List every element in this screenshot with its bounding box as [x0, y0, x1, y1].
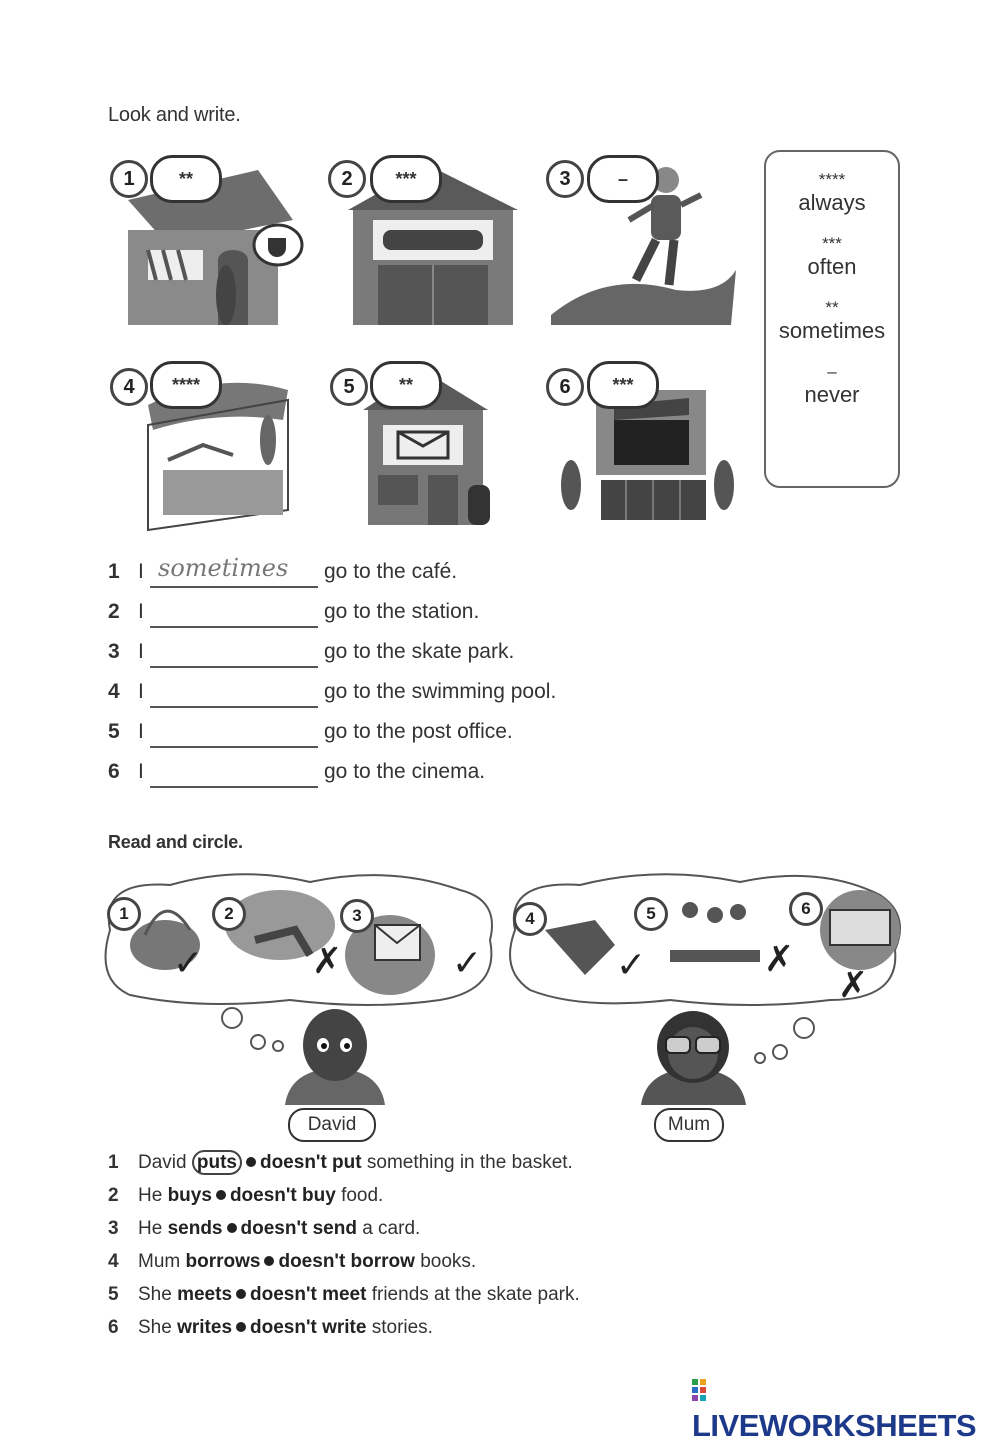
bubble-mark-6: ✗: [838, 964, 869, 1005]
sentence-number: 4: [108, 1251, 119, 1272]
frequency-stars-4: ****: [150, 361, 222, 409]
line-rest: go to the swimming pool.: [324, 680, 557, 703]
liveworksheets-logo[interactable]: [692, 1372, 1000, 1444]
sentence-end: something in the basket.: [366, 1152, 573, 1173]
frequency-stars-5: **: [370, 361, 442, 409]
key-word-often: often: [807, 254, 857, 279]
key-stars-never: –: [827, 362, 837, 381]
line-number: 6: [108, 760, 120, 783]
sentence-end: food.: [341, 1185, 384, 1206]
frequency-stars-3: –: [587, 155, 659, 203]
david-avatar: [280, 1000, 390, 1110]
bubble-mark-3: ✓: [452, 942, 483, 983]
sentence-start: He: [138, 1185, 163, 1206]
frequency-stars-6: ***: [587, 361, 659, 409]
option-2[interactable]: doesn't send: [240, 1218, 357, 1239]
sentence-start: He: [138, 1218, 163, 1239]
bubble-number-3: 3: [340, 899, 374, 933]
logo-icon: [692, 1377, 714, 1403]
key-stars-always: ****: [818, 170, 846, 189]
picture-number-5: 5: [330, 368, 368, 406]
sentence-number: 1: [108, 1152, 119, 1173]
line-subject: I: [138, 720, 144, 743]
option-2[interactable]: doesn't buy: [229, 1185, 336, 1206]
key-stars-often: ***: [822, 234, 842, 253]
bubble-number-4: 4: [513, 902, 547, 936]
sentence-end: friends at the skate park.: [371, 1284, 580, 1305]
answer-blank-6[interactable]: [150, 760, 318, 788]
section2-heading: Read and circle.: [108, 832, 243, 852]
answer-blank-4[interactable]: [150, 680, 318, 708]
bubble-number-1: 1: [107, 897, 141, 931]
answer-blank-2[interactable]: [150, 600, 318, 628]
line-number: 5: [108, 720, 120, 743]
separator-dot: [246, 1157, 256, 1167]
bubble-mark-4: ✓: [616, 944, 647, 985]
option-1[interactable]: buys: [167, 1185, 212, 1206]
bubble-number-5: 5: [634, 897, 668, 931]
david-name-label: David: [288, 1108, 376, 1142]
line-subject: I: [138, 560, 144, 583]
answer-blank-5[interactable]: [150, 720, 318, 748]
line-subject: I: [138, 640, 144, 663]
bubble-mark-1: ✓: [173, 942, 204, 983]
option-1[interactable]: sends: [167, 1218, 223, 1239]
line-rest: go to the station.: [324, 600, 480, 623]
sentence-start: She: [138, 1317, 172, 1338]
picture-number-2: 2: [328, 160, 366, 198]
separator-dot: [236, 1322, 246, 1332]
option-2[interactable]: doesn't put: [259, 1152, 362, 1173]
separator-dot: [216, 1190, 226, 1200]
line-number: 2: [108, 600, 120, 623]
line-subject: I: [138, 680, 144, 703]
frequency-stars-2: ***: [370, 155, 442, 203]
sentence-number: 2: [108, 1185, 119, 1206]
line-number: 4: [108, 680, 120, 703]
sentence-start: She: [138, 1284, 172, 1305]
key-word-always: always: [798, 190, 866, 215]
picture-number-4: 4: [110, 368, 148, 406]
line-rest: go to the café.: [324, 560, 458, 583]
separator-dot: [264, 1256, 274, 1266]
line-number: 1: [108, 560, 120, 583]
bubble-mark-5: ✗: [764, 938, 795, 979]
line-subject: I: [138, 760, 144, 783]
line-rest: go to the skate park.: [324, 640, 515, 663]
sentence-number: 5: [108, 1284, 119, 1305]
option-2[interactable]: doesn't write: [250, 1317, 367, 1338]
answer-text-1: sometimes: [158, 554, 289, 582]
logo-text: LIVEWORKSHEETS: [692, 1408, 977, 1443]
sentence-end: a card.: [362, 1218, 421, 1239]
sentence-start: David: [138, 1152, 187, 1173]
line-rest: go to the post office.: [324, 720, 513, 743]
option-1[interactable]: meets: [177, 1284, 233, 1305]
bubble-number-6: 6: [789, 892, 823, 926]
option-2[interactable]: doesn't meet: [250, 1284, 367, 1305]
sentence-number: 6: [108, 1317, 119, 1338]
picture-number-1: 1: [110, 160, 148, 198]
line-subject: I: [138, 600, 144, 623]
bubble-number-2: 2: [212, 897, 246, 931]
line-rest: go to the cinema.: [324, 760, 486, 783]
key-word-sometimes: sometimes: [778, 318, 886, 343]
picture-number-3: 3: [546, 160, 584, 198]
sentence-number: 3: [108, 1218, 119, 1239]
frequency-key-box: [764, 150, 900, 488]
sentence-start: Mum: [138, 1251, 181, 1272]
bubble-mark-2: ✗: [312, 940, 343, 981]
option-1[interactable]: writes: [177, 1317, 233, 1338]
separator-dot: [227, 1223, 237, 1233]
frequency-stars-1: **: [150, 155, 222, 203]
option-1[interactable]: borrows: [185, 1251, 261, 1272]
option-1-circled[interactable]: puts: [192, 1150, 242, 1175]
separator-dot: [236, 1289, 246, 1299]
sentence-end: stories.: [371, 1317, 433, 1338]
section1-heading: Look and write.: [108, 104, 241, 126]
answer-blank-3[interactable]: [150, 640, 318, 668]
sentence-end: books.: [420, 1251, 477, 1272]
picture-number-6: 6: [546, 368, 584, 406]
key-stars-sometimes: **: [825, 298, 839, 317]
key-word-never: never: [804, 382, 860, 407]
mum-name-label: Mum: [654, 1108, 724, 1142]
option-2[interactable]: doesn't borrow: [278, 1251, 415, 1272]
line-number: 3: [108, 640, 120, 663]
mum-avatar: [636, 1005, 751, 1110]
answer-blank-1[interactable]: [150, 554, 318, 588]
